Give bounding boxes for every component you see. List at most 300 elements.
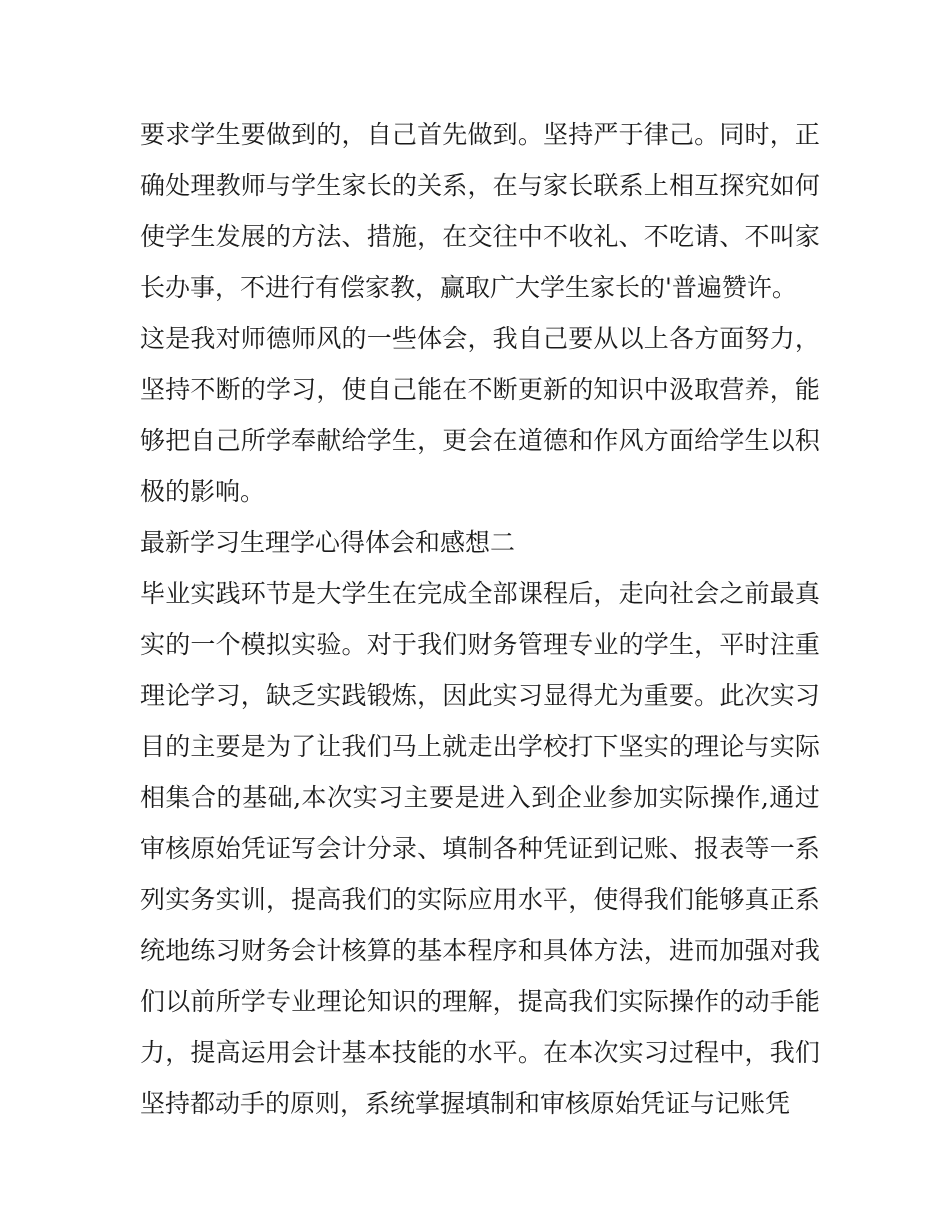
glyph: 持 xyxy=(568,120,594,149)
glyph: ， xyxy=(694,630,720,659)
glyph: 理 xyxy=(694,732,720,761)
glyph: 积 xyxy=(794,426,820,455)
glyph: 验 xyxy=(316,630,342,659)
glyph: 程 xyxy=(467,936,493,965)
glyph: 炼 xyxy=(391,681,417,710)
glyph: 入 xyxy=(505,783,531,812)
glyph: 一 xyxy=(366,324,392,353)
glyph: 实 xyxy=(215,885,241,914)
glyph: 全 xyxy=(467,579,493,608)
glyph: 养 xyxy=(744,375,770,404)
glyph: 识 xyxy=(391,987,417,1016)
glyph: 次 xyxy=(744,681,770,710)
glyph: 相 xyxy=(140,783,166,812)
glyph: 次 xyxy=(593,1038,619,1067)
glyph: 上 xyxy=(643,171,669,200)
glyph: 础 xyxy=(267,783,293,812)
glyph: 收 xyxy=(568,222,594,251)
glyph: 实 xyxy=(618,987,644,1016)
glyph: 叫 xyxy=(769,222,795,251)
glyph: 献 xyxy=(316,426,342,455)
glyph: 训 xyxy=(240,885,266,914)
glyph: 能 xyxy=(694,885,720,914)
glyph: 成 xyxy=(442,579,468,608)
glyph: 在 xyxy=(391,579,417,608)
glyph: 要 xyxy=(140,120,166,149)
glyph: 实 xyxy=(352,783,378,812)
glyph: 是 xyxy=(454,783,480,812)
glyph: 长 xyxy=(568,171,594,200)
glyph: 企 xyxy=(556,783,582,812)
glyph: 本 xyxy=(568,1038,594,1067)
glyph: 理 xyxy=(140,681,166,710)
glyph: ， xyxy=(593,579,619,608)
glyph: 更 xyxy=(517,375,543,404)
glyph: 做 xyxy=(467,120,493,149)
glyph: 我 xyxy=(769,1038,795,1067)
glyph: ， xyxy=(417,681,443,710)
glyph: 际 xyxy=(684,783,710,812)
glyph: 录 xyxy=(391,834,417,863)
glyph: 与 xyxy=(517,171,543,200)
glyph: 够 xyxy=(719,885,745,914)
glyph: 了 xyxy=(291,732,317,761)
glyph: 业 xyxy=(291,987,317,1016)
document-body xyxy=(140,109,820,1129)
glyph: 我 xyxy=(341,885,367,914)
glyph: 自 xyxy=(366,375,392,404)
glyph: 力 xyxy=(769,324,795,353)
glyph: 记 xyxy=(618,834,644,863)
glyph: 得 xyxy=(618,885,644,914)
glyph: 正 xyxy=(769,885,795,914)
glyph: 中 xyxy=(719,1038,745,1067)
glyph: , xyxy=(293,783,302,812)
glyph: 际 xyxy=(794,732,820,761)
glyph: 些 xyxy=(391,324,417,353)
glyph: 我 xyxy=(568,987,594,1016)
glyph: 不 xyxy=(467,375,493,404)
glyph: 到 xyxy=(492,120,518,149)
glyph: 专 xyxy=(568,630,594,659)
glyph: 学 xyxy=(719,426,745,455)
glyph: 学 xyxy=(341,579,367,608)
glyph: 。 xyxy=(517,1038,543,1067)
glyph: 的 xyxy=(442,1038,468,1067)
glyph: 实 xyxy=(618,1038,644,1067)
glyph: 坚 xyxy=(543,120,569,149)
glyph: 使 xyxy=(140,222,166,251)
glyph: 如 xyxy=(769,171,795,200)
glyph: 财 xyxy=(467,630,493,659)
glyph: 的 xyxy=(165,732,191,761)
glyph: 以 xyxy=(618,324,644,353)
glyph: 师 xyxy=(291,324,317,353)
glyph: 会 xyxy=(291,936,317,965)
glyph: 互 xyxy=(694,171,720,200)
glyph: 时 xyxy=(744,630,770,659)
glyph: ， xyxy=(492,987,518,1016)
glyph: 学 xyxy=(165,222,191,251)
glyph: 发 xyxy=(215,222,241,251)
glyph: 礼 xyxy=(593,222,619,251)
glyph: ， xyxy=(794,324,820,353)
text-line xyxy=(140,568,820,619)
glyph: 平 xyxy=(543,885,569,914)
glyph: 向 xyxy=(643,579,669,608)
glyph: 家 xyxy=(341,171,367,200)
glyph: 的 xyxy=(240,375,266,404)
glyph: 的 xyxy=(391,885,417,914)
glyph: 家 xyxy=(794,222,820,251)
glyph: 方 xyxy=(593,936,619,965)
glyph: 是 xyxy=(165,324,191,353)
glyph: 操 xyxy=(668,987,694,1016)
glyph: 要 xyxy=(668,681,694,710)
glyph: 实 xyxy=(492,681,518,710)
glyph: 本 xyxy=(366,1038,392,1067)
text-line xyxy=(140,619,820,670)
glyph: 实 xyxy=(658,783,684,812)
glyph: 程 xyxy=(694,1038,720,1067)
glyph: 一 xyxy=(190,630,216,659)
glyph: 们 xyxy=(442,630,468,659)
glyph: 不 xyxy=(643,222,669,251)
glyph: 个 xyxy=(215,630,241,659)
glyph: 为 xyxy=(618,681,644,710)
glyph: 学 xyxy=(190,681,216,710)
text-line xyxy=(140,721,820,772)
glyph: 不 xyxy=(190,375,216,404)
glyph: 务 xyxy=(265,936,291,965)
glyph: 们 xyxy=(366,732,392,761)
glyph: 我 xyxy=(794,936,820,965)
glyph: 核 xyxy=(165,834,191,863)
glyph: 的 xyxy=(568,375,594,404)
glyph: 高 xyxy=(215,1038,241,1067)
glyph: 习 xyxy=(291,375,317,404)
glyph: 措 xyxy=(366,222,392,251)
glyph: 处 xyxy=(165,171,191,200)
glyph: 系 xyxy=(618,171,644,200)
glyph: 师 xyxy=(240,171,266,200)
glyph: 要 xyxy=(429,783,455,812)
glyph: 作 xyxy=(735,783,761,812)
text-line xyxy=(140,772,820,823)
glyph: 们 xyxy=(593,987,619,1016)
glyph: 参 xyxy=(607,783,633,812)
glyph: 求 xyxy=(165,120,191,149)
glyph: 。 xyxy=(694,681,720,710)
glyph: 原 xyxy=(190,834,216,863)
glyph: 财 xyxy=(240,936,266,965)
glyph: 计 xyxy=(316,936,342,965)
glyph: 习 xyxy=(378,783,404,812)
glyph: 能 xyxy=(417,375,443,404)
glyph: 水 xyxy=(467,1038,493,1067)
glyph: 营 xyxy=(719,375,745,404)
section-heading: 最新学习生理学心得体会和感想二 xyxy=(140,528,516,557)
glyph: 师 xyxy=(240,324,266,353)
glyph: 算 xyxy=(366,936,392,965)
glyph: 本 xyxy=(442,936,468,965)
glyph: ， xyxy=(417,426,443,455)
glyph: 制 xyxy=(467,834,493,863)
glyph: ， xyxy=(240,681,266,710)
glyph: ， xyxy=(568,885,594,914)
glyph: 的 xyxy=(668,732,694,761)
glyph: 节 xyxy=(265,579,291,608)
glyph: ， xyxy=(769,375,795,404)
text-line xyxy=(140,874,820,925)
glyph: 用 xyxy=(492,885,518,914)
glyph: ， xyxy=(316,375,342,404)
glyph: 奉 xyxy=(291,426,317,455)
glyph: 使 xyxy=(593,885,619,914)
glyph: 方 xyxy=(643,426,669,455)
glyph: 强 xyxy=(744,936,770,965)
glyph: 合 xyxy=(191,783,217,812)
glyph: 到 xyxy=(291,120,317,149)
glyph: 于 xyxy=(391,630,417,659)
glyph: 学 xyxy=(517,732,543,761)
glyph: 联 xyxy=(593,171,619,200)
glyph: 缺 xyxy=(265,681,291,710)
glyph: 长 xyxy=(366,171,392,200)
glyph: 注 xyxy=(769,630,795,659)
glyph: ， xyxy=(417,222,443,251)
glyph: 主 xyxy=(190,732,216,761)
glyph: 次 xyxy=(327,783,353,812)
glyph: 习 xyxy=(643,1038,669,1067)
glyph: 生 xyxy=(391,426,417,455)
text-line xyxy=(140,415,820,466)
glyph: 出 xyxy=(492,732,518,761)
glyph: 会 xyxy=(316,834,342,863)
glyph: 上 xyxy=(417,732,443,761)
glyph: 高 xyxy=(316,885,342,914)
glyph: 践 xyxy=(215,579,241,608)
glyph: 己 xyxy=(215,426,241,455)
glyph: 们 xyxy=(668,885,694,914)
glyph: 此 xyxy=(467,681,493,710)
glyph: 识 xyxy=(618,375,644,404)
glyph: 己 xyxy=(543,324,569,353)
glyph: 练 xyxy=(190,936,216,965)
glyph: 真 xyxy=(744,885,770,914)
glyph: 。 xyxy=(341,630,367,659)
glyph: 我 xyxy=(492,324,518,353)
glyph: 列 xyxy=(140,885,166,914)
glyph: 的 xyxy=(216,783,242,812)
glyph: 生 xyxy=(316,171,342,200)
glyph: 实 xyxy=(140,630,166,659)
glyph: 们 xyxy=(140,987,166,1016)
glyph: 生 xyxy=(668,630,694,659)
glyph: 努 xyxy=(744,324,770,353)
glyph: 管 xyxy=(517,630,543,659)
glyph: 环 xyxy=(240,579,266,608)
glyph: 的 xyxy=(719,987,745,1016)
glyph: 在 xyxy=(492,171,518,200)
glyph: 面 xyxy=(668,426,694,455)
glyph: 我 xyxy=(417,630,443,659)
glyph: 德 xyxy=(265,324,291,353)
glyph: 社 xyxy=(668,579,694,608)
glyph: 计 xyxy=(316,1038,342,1067)
glyph: 打 xyxy=(568,732,594,761)
glyph: 因 xyxy=(442,681,468,710)
glyph: 首 xyxy=(417,120,443,149)
glyph: 吃 xyxy=(668,222,694,251)
glyph: 正 xyxy=(794,120,820,149)
glyph: 。 xyxy=(694,120,720,149)
glyph: 证 xyxy=(265,834,291,863)
glyph: 毕 xyxy=(140,579,166,608)
glyph: 自 xyxy=(517,324,543,353)
glyph: 我 xyxy=(341,732,367,761)
glyph: 以 xyxy=(165,987,191,1016)
glyph: 论 xyxy=(165,681,191,710)
glyph: 确 xyxy=(140,171,166,200)
glyph: 风 xyxy=(618,426,644,455)
glyph: 断 xyxy=(215,375,241,404)
glyph: 会 xyxy=(442,324,468,353)
glyph: 学 xyxy=(366,426,392,455)
glyph: 重 xyxy=(643,681,669,710)
glyph: 作 xyxy=(694,987,720,1016)
glyph: 的 xyxy=(417,987,443,1016)
glyph: 真 xyxy=(794,579,820,608)
text-line xyxy=(140,823,820,874)
glyph: 显 xyxy=(543,681,569,710)
glyph: 把 xyxy=(165,426,191,455)
glyph: 专 xyxy=(265,987,291,1016)
text-line xyxy=(140,925,820,976)
glyph: 会 xyxy=(694,579,720,608)
glyph: ， xyxy=(165,1038,191,1067)
glyph: 更 xyxy=(442,426,468,455)
glyph: 相 xyxy=(668,171,694,200)
glyph: 实 xyxy=(417,885,443,914)
glyph: ， xyxy=(467,324,493,353)
glyph: 之 xyxy=(719,579,745,608)
glyph: 到 xyxy=(593,834,619,863)
glyph: 马 xyxy=(391,732,417,761)
glyph: 前 xyxy=(744,579,770,608)
glyph: 主 xyxy=(403,783,429,812)
glyph: 理 xyxy=(543,630,569,659)
glyph: 到 xyxy=(531,783,557,812)
glyph: 生 xyxy=(190,222,216,251)
glyph: 己 xyxy=(391,375,417,404)
glyph: ， xyxy=(643,936,669,965)
glyph: 务 xyxy=(190,885,216,914)
glyph: 做 xyxy=(265,120,291,149)
glyph: 等 xyxy=(744,834,770,863)
glyph: 们 xyxy=(794,1038,820,1067)
glyph: 时 xyxy=(744,120,770,149)
text-line xyxy=(140,160,820,211)
glyph: 在 xyxy=(442,222,468,251)
glyph: 实 xyxy=(316,681,342,710)
glyph: 取 xyxy=(694,375,720,404)
glyph: 凭 xyxy=(240,834,266,863)
glyph: 加 xyxy=(719,936,745,965)
glyph: 新 xyxy=(543,375,569,404)
glyph: 地 xyxy=(165,936,191,965)
glyph: 是 xyxy=(291,579,317,608)
glyph: 德 xyxy=(543,426,569,455)
glyph: 、 xyxy=(668,834,694,863)
glyph: 会 xyxy=(291,1038,317,1067)
text-line xyxy=(140,109,820,160)
glyph: 重 xyxy=(794,630,820,659)
glyph: 业 xyxy=(165,579,191,608)
glyph: 习 xyxy=(215,936,241,965)
glyph: 在 xyxy=(543,1038,569,1067)
glyph: 家 xyxy=(543,171,569,200)
glyph: 这 xyxy=(140,324,166,353)
glyph: 目 xyxy=(140,732,166,761)
glyph: 请 xyxy=(694,222,720,251)
glyph: 关 xyxy=(417,171,443,200)
glyph: 理 xyxy=(316,987,342,1016)
glyph: 平 xyxy=(719,630,745,659)
glyph: 风 xyxy=(316,324,342,353)
glyph: 、 xyxy=(719,222,745,251)
glyph: 加 xyxy=(633,783,659,812)
glyph: ， xyxy=(769,120,795,149)
glyph: 系 xyxy=(442,171,468,200)
glyph: 运 xyxy=(240,1038,266,1067)
glyph: 完 xyxy=(417,579,443,608)
glyph: 写 xyxy=(291,834,317,863)
glyph: 作 xyxy=(593,426,619,455)
glyph: 不 xyxy=(543,222,569,251)
glyph: 基 xyxy=(341,1038,367,1067)
glyph: 基 xyxy=(417,936,443,965)
glyph: 填 xyxy=(442,834,468,863)
glyph: 论 xyxy=(719,732,745,761)
glyph: 习 xyxy=(794,681,820,710)
glyph: 具 xyxy=(543,936,569,965)
glyph: 表 xyxy=(719,834,745,863)
glyph: 水 xyxy=(517,885,543,914)
glyph: 模 xyxy=(240,630,266,659)
glyph: 要 xyxy=(240,120,266,149)
glyph: 知 xyxy=(593,375,619,404)
glyph: 学 xyxy=(190,120,216,149)
glyph: 后 xyxy=(568,579,594,608)
glyph: 展 xyxy=(240,222,266,251)
glyph: 账 xyxy=(643,834,669,863)
glyph: 的 xyxy=(165,630,191,659)
glyph: 走 xyxy=(467,732,493,761)
glyph: 方 xyxy=(694,324,720,353)
glyph: 何 xyxy=(794,171,820,200)
glyph: ， xyxy=(341,120,367,149)
glyph: 系 xyxy=(794,834,820,863)
glyph: 断 xyxy=(492,375,518,404)
glyph: 学 xyxy=(291,171,317,200)
glyph: 体 xyxy=(568,936,594,965)
glyph: 给 xyxy=(341,426,367,455)
glyph: 下 xyxy=(593,732,619,761)
glyph: 走 xyxy=(618,579,644,608)
glyph: 以 xyxy=(769,426,795,455)
glyph: 够 xyxy=(140,426,166,455)
